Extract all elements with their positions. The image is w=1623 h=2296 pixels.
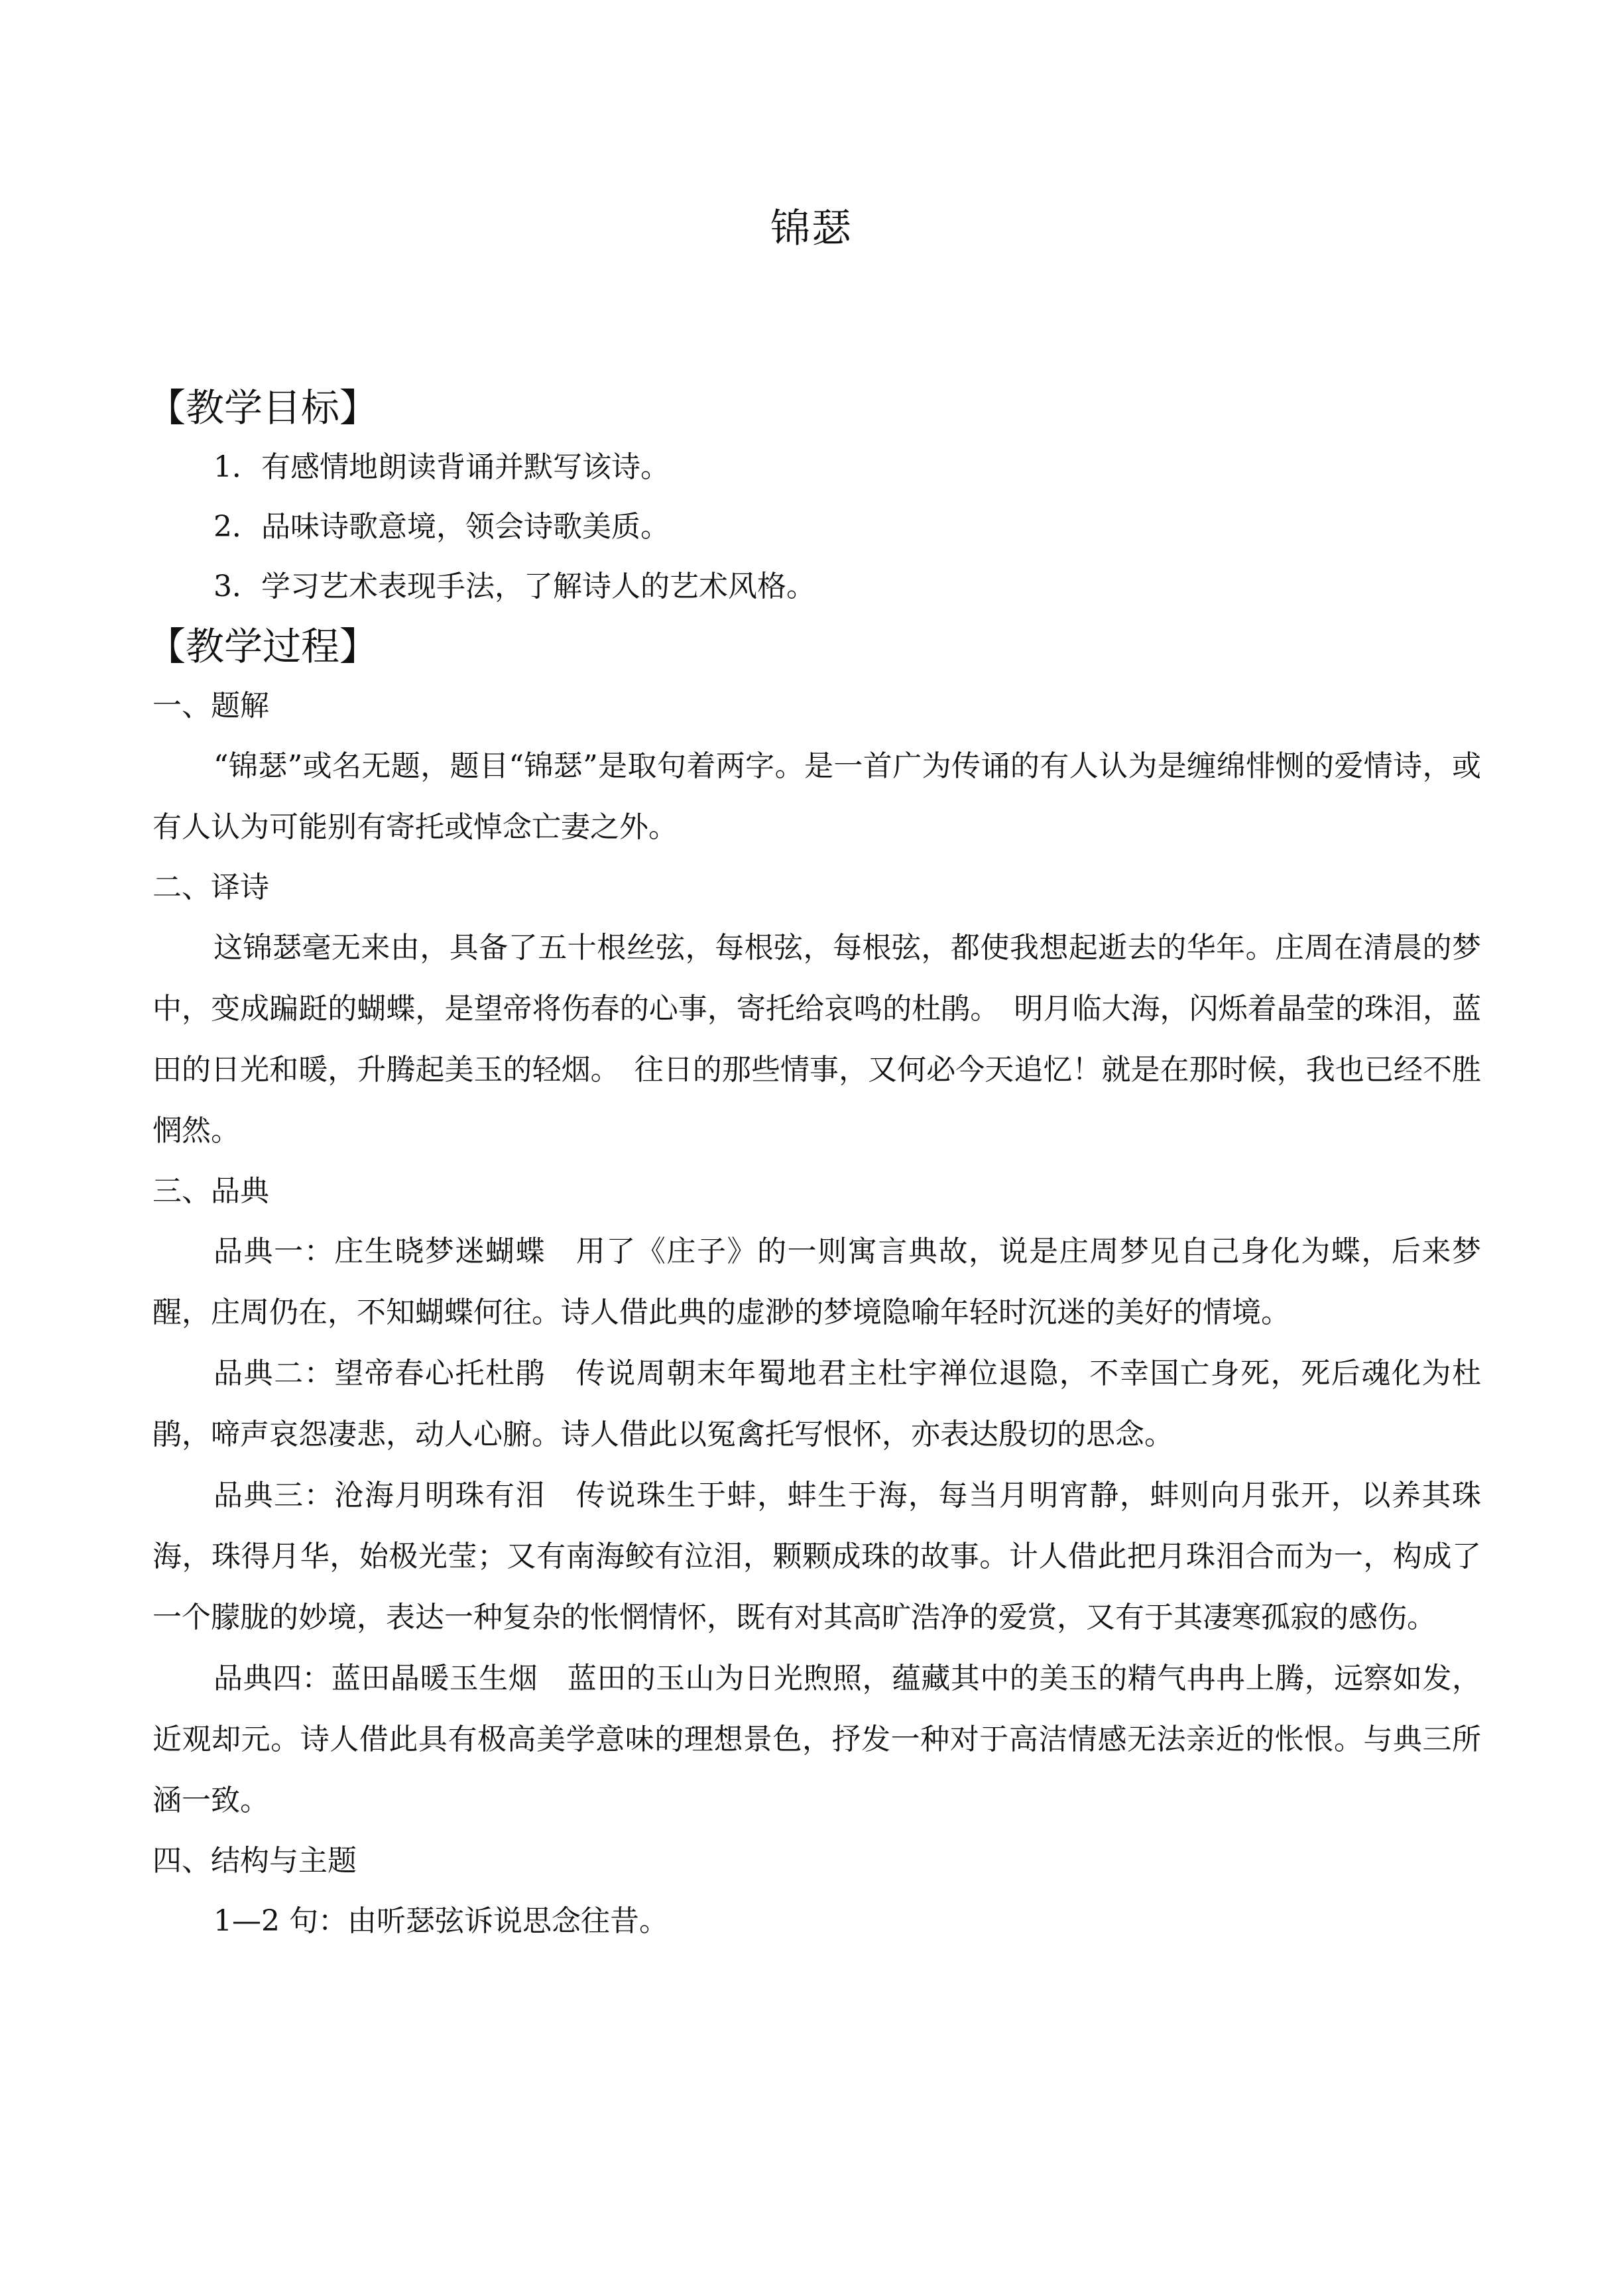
allusion-paragraph-3: 品典三：沧海月明珠有泪 传说珠生于蚌，蚌生于海，每当月明宵静，蚌则向月张开，以养其珠海，珠得月华，始极光莹；又有南海鲛有泣泪，颗颗成珠的故事。计人借此把月珠泪合而为一，构成了一个朦胧的妙境，表达一种复杂的怅惘情怀，既有对其高旷浩净的爱赏，又有于其凄寒孤寂的感伤。: [152, 1479, 1481, 1634]
section-heading-allusions: 三、品典: [152, 1174, 269, 1208]
title-explanation-paragraph: “锦瑟”或名无题，题目“锦瑟”是取句着两字。是一首广为传诵的有人认为是缠绵悱恻的爱情诗，或有人认为可能别有寄托或悼念亡妻之外。: [152, 749, 1481, 844]
section-heading-structure-theme: 四、结构与主题: [152, 1844, 357, 1878]
goal-item-3: 3．学习艺术表现手法，了解诗人的艺术风格。: [213, 570, 815, 603]
document-body: [147, 378, 1481, 1952]
section-heading-title-explanation: 一、题解: [152, 689, 269, 723]
allusion-paragraph-4: 品典四：蓝田晶暖玉生烟 蓝田的玉山为日光煦照，蕴藏其中的美玉的精气冉冉上腾，远察如发，近观却元。诗人借此具有极高美学意味的理想景色，抒发一种对于高洁情感无法亲近的怅恨。与典三所涵一致。: [152, 1662, 1481, 1817]
allusion-paragraph-1: 品典一：庄生晓梦迷蝴蝶 用了《庄子》的一则寓言典故，说是庄周梦见自己身化为蝶，后来梦醒，庄周仍在，不知蝴蝶何往。诗人借此典的虚渺的梦境隐喻年轻时沉迷的美好的情境。: [152, 1235, 1481, 1329]
teaching-process-heading: 【教学过程】: [147, 624, 379, 669]
allusion-paragraph-2: 品典二：望帝春心托杜鹃 传说周朝末年蜀地君主杜宇禅位退隐，不幸国亡身死，死后魂化为杜鹃，啼声哀怨凄悲，动人心腑。诗人借此以冤禽托写恨怀，亦表达殷切的思念。: [152, 1357, 1481, 1451]
goal-item-2: 2．品味诗歌意境，领会诗歌美质。: [213, 510, 670, 544]
document-title: 锦瑟: [770, 206, 853, 252]
section-heading-translation: 二、译诗: [152, 871, 269, 904]
teaching-goals-heading: 【教学目标】: [147, 385, 379, 430]
goal-item-1: 1．有感情地朗读背诵并默写该诗。: [213, 450, 670, 484]
translation-paragraph: 这锦瑟毫无来由，具备了五十根丝弦，每根弦，每根弦，都使我想起逝去的华年。庄周在清晨的梦中，变成蹁跹的蝴蝶，是望帝将伤春的心事，寄托给哀鸣的杜鹃。 明月临大海，闪烁着晶莹的珠泪，蓝田的日光和暖，升腾起美玉的轻烟。 往日的那些情事，又何必今天追忆！就是在那时候，我也已经不胜惘然。: [152, 931, 1481, 1148]
structure-paragraph-1: 1—2 句：由听瑟弦诉说思念往昔。: [213, 1904, 668, 1938]
